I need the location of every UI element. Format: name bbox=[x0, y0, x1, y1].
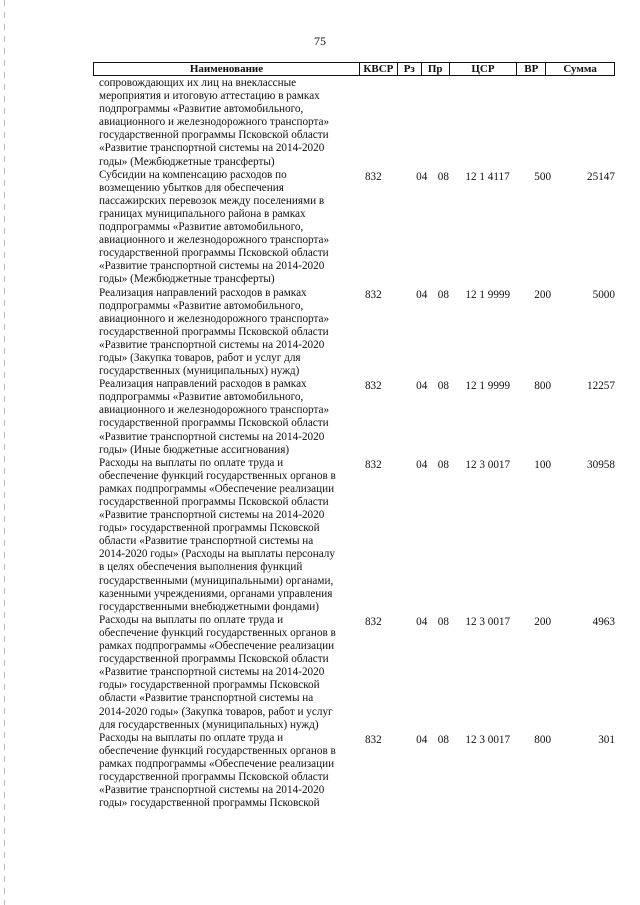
text-line: подпрограммы «Развитие автомобильного, bbox=[99, 391, 304, 404]
text-line: государственных (муниципальных) нужд) bbox=[99, 365, 300, 378]
table-header bbox=[93, 62, 615, 76]
scan-edge bbox=[4, 0, 5, 905]
cell-csr: 12 1 4117 bbox=[465, 170, 510, 183]
cell-rz: 04 bbox=[416, 615, 428, 628]
text-line: подпрограммы «Развитие автомобильного, bbox=[99, 103, 304, 116]
cell-pr: 08 bbox=[437, 458, 449, 471]
cell-pr: 08 bbox=[437, 170, 449, 183]
cell-sum: 12257 bbox=[587, 380, 615, 393]
header-kvsr: КВСР bbox=[359, 63, 397, 75]
header-sum: Сумма bbox=[545, 63, 614, 75]
text-line: рамках подпрограммы «Обеспечение реализации bbox=[99, 640, 335, 653]
text-line: 2014-2020 годы» (Расходы на выплаты персоналу bbox=[99, 548, 335, 561]
header-vr: ВР bbox=[516, 63, 545, 75]
text-line: границах муниципального района в рамках bbox=[99, 207, 306, 220]
text-line: области «Развитие транспортной системы на bbox=[99, 692, 314, 705]
text-line: годы» (Иные бюджетные ассигнования) bbox=[99, 443, 290, 456]
text-line: государственной программы Псковской области bbox=[99, 325, 329, 338]
text-line: в целях обеспечения выполнения функций bbox=[99, 561, 303, 574]
cell-rz: 04 bbox=[416, 458, 428, 471]
text-line: годы» государственной программы Псковской bbox=[99, 522, 320, 535]
cell-pr: 08 bbox=[437, 380, 449, 393]
text-line: обеспечение функций государственных органов в bbox=[99, 744, 336, 757]
text-line: годы» государственной программы Псковской bbox=[99, 679, 320, 692]
row-name bbox=[99, 614, 357, 732]
text-line: государственными внебюджетными фондами) bbox=[99, 600, 320, 613]
text-line: годы» (Закупка товаров, работ и услуг для bbox=[99, 351, 301, 364]
continuation-text bbox=[99, 77, 361, 169]
text-line: пассажирских перевозок между поселениями в bbox=[99, 194, 325, 207]
text-line: Расходы на выплаты по оплате труда и bbox=[99, 613, 284, 626]
text-line: авиационного и железнодорожного транспорта» bbox=[99, 312, 330, 325]
cell-kvsr: 832 bbox=[364, 733, 382, 746]
row-name bbox=[99, 169, 357, 287]
row-name bbox=[99, 732, 357, 811]
cell-pr: 08 bbox=[437, 288, 449, 301]
text-line: «Развитие транспортной системы на 2014-2020 bbox=[99, 784, 325, 797]
text-line: «Развитие транспортной системы на 2014-2020 bbox=[99, 666, 325, 679]
text-line: государственной программы Псковской области bbox=[99, 496, 329, 508]
header-rz: Рз bbox=[397, 63, 421, 75]
text-line: сопровождающих их лиц на внеклассные bbox=[99, 77, 297, 89]
cell-rz: 04 bbox=[416, 380, 428, 393]
cell-vr: 800 bbox=[534, 733, 552, 746]
row-name bbox=[99, 287, 357, 379]
cell-rz: 04 bbox=[416, 733, 428, 746]
text-line: годы» (Межбюджетные трансферты) bbox=[99, 155, 275, 168]
cell-kvsr: 832 bbox=[364, 288, 382, 301]
cell-sum: 30958 bbox=[587, 458, 615, 471]
table-row bbox=[99, 378, 615, 457]
text-line: обеспечение функций государственных органов в bbox=[99, 626, 336, 639]
text-line: Реализация направлений расходов в рамках bbox=[99, 286, 307, 299]
cell-vr: 800 bbox=[534, 380, 552, 393]
cell-csr: 12 3 0017 bbox=[465, 615, 511, 628]
text-line: «Развитие транспортной системы на 2014-2020 bbox=[99, 338, 325, 351]
text-line: возмещению убытков для обеспечения bbox=[99, 181, 284, 194]
text-line: государственной программы Псковской области bbox=[99, 247, 329, 260]
row-name bbox=[99, 457, 357, 614]
text-line: рамках подпрограммы «Обеспечение реализации bbox=[99, 757, 335, 770]
text-line: казенными учреждениями, органами управления bbox=[99, 587, 333, 600]
row-name bbox=[99, 378, 357, 457]
text-line: области «Развитие транспортной системы на bbox=[99, 535, 314, 548]
cell-kvsr: 832 bbox=[364, 615, 382, 628]
header-csr: ЦСР bbox=[449, 63, 517, 75]
cell-csr: 12 1 9999 bbox=[465, 288, 511, 301]
cell-vr: 200 bbox=[534, 615, 552, 628]
text-line: «Развитие транспортной системы на 2014-2020 bbox=[99, 509, 325, 522]
text-line: «Развитие транспортной системы на 2014-2020 bbox=[99, 142, 325, 155]
text-line: обеспечение функций государственных органов в bbox=[99, 469, 336, 482]
text-line: государственной программы Псковской области bbox=[99, 653, 329, 666]
table-row bbox=[99, 169, 615, 287]
cell-pr: 08 bbox=[437, 615, 449, 628]
cell-kvsr: 832 bbox=[364, 170, 382, 183]
text-line: Расходы на выплаты по оплате труда и bbox=[99, 456, 284, 469]
header-name: Наименование bbox=[189, 63, 264, 75]
table-row bbox=[99, 614, 615, 732]
text-line: государственными (муниципальными) органами, bbox=[99, 574, 334, 587]
cell-vr: 200 bbox=[534, 288, 552, 301]
cell-sum: 25147 bbox=[587, 170, 615, 183]
text-line: Расходы на выплаты по оплате труда и bbox=[99, 731, 284, 744]
table-row bbox=[99, 287, 615, 379]
text-line: авиационного и железнодорожного транспорта» bbox=[99, 116, 330, 129]
text-line: 2014-2020 годы» (Закупка товаров, работ и услуг bbox=[99, 705, 333, 718]
text-line: годы» (Межбюджетные трансферты) bbox=[99, 273, 275, 286]
text-line: Реализация направлений расходов в рамках bbox=[99, 378, 307, 391]
cell-rz: 04 bbox=[416, 170, 428, 183]
cell-sum: 5000 bbox=[592, 288, 615, 301]
table-row bbox=[99, 457, 615, 614]
cell-rz: 04 bbox=[416, 288, 428, 301]
cell-vr: 100 bbox=[534, 458, 552, 471]
text-line: годы» государственной программы Псковской bbox=[99, 797, 320, 810]
text-line: авиационного и железнодорожного транспорта» bbox=[99, 404, 330, 417]
text-line: подпрограммы «Развитие автомобильного, bbox=[99, 221, 304, 234]
cell-pr: 08 bbox=[437, 733, 449, 746]
cell-vr: 500 bbox=[534, 170, 552, 183]
text-line: мероприятия и итоговую аттестацию в рамках bbox=[99, 90, 320, 103]
text-line: рамках подпрограммы «Обеспечение реализации bbox=[99, 482, 335, 495]
table-row bbox=[99, 732, 615, 811]
text-line: для государственных (муниципальных) нужд) bbox=[99, 718, 319, 731]
text-line: государственной программы Псковской области bbox=[99, 129, 329, 142]
table-body bbox=[99, 77, 615, 810]
text-line: авиационного и железнодорожного транспорта» bbox=[99, 234, 330, 247]
cell-csr: 12 3 0017 bbox=[465, 458, 511, 471]
text-line: «Развитие транспортной системы на 2014-2020 bbox=[99, 430, 325, 443]
cell-kvsr: 832 bbox=[364, 380, 382, 393]
cell-kvsr: 832 bbox=[364, 458, 382, 471]
cell-csr: 12 1 9999 bbox=[465, 380, 511, 393]
header-pr: Пр bbox=[421, 63, 449, 75]
cell-sum: 4963 bbox=[592, 615, 615, 628]
text-line: государственной программы Псковской области bbox=[99, 417, 329, 430]
cell-sum: 301 bbox=[598, 733, 615, 746]
text-line: Субсидии на компенсацию расходов по bbox=[99, 168, 287, 181]
text-line: подпрограммы «Развитие автомобильного, bbox=[99, 299, 304, 312]
page-number: 75 bbox=[314, 34, 326, 48]
cell-csr: 12 3 0017 bbox=[465, 733, 511, 746]
text-line: государственной программы Псковской области bbox=[99, 770, 329, 783]
text-line: «Развитие транспортной системы на 2014-2020 bbox=[99, 260, 325, 273]
